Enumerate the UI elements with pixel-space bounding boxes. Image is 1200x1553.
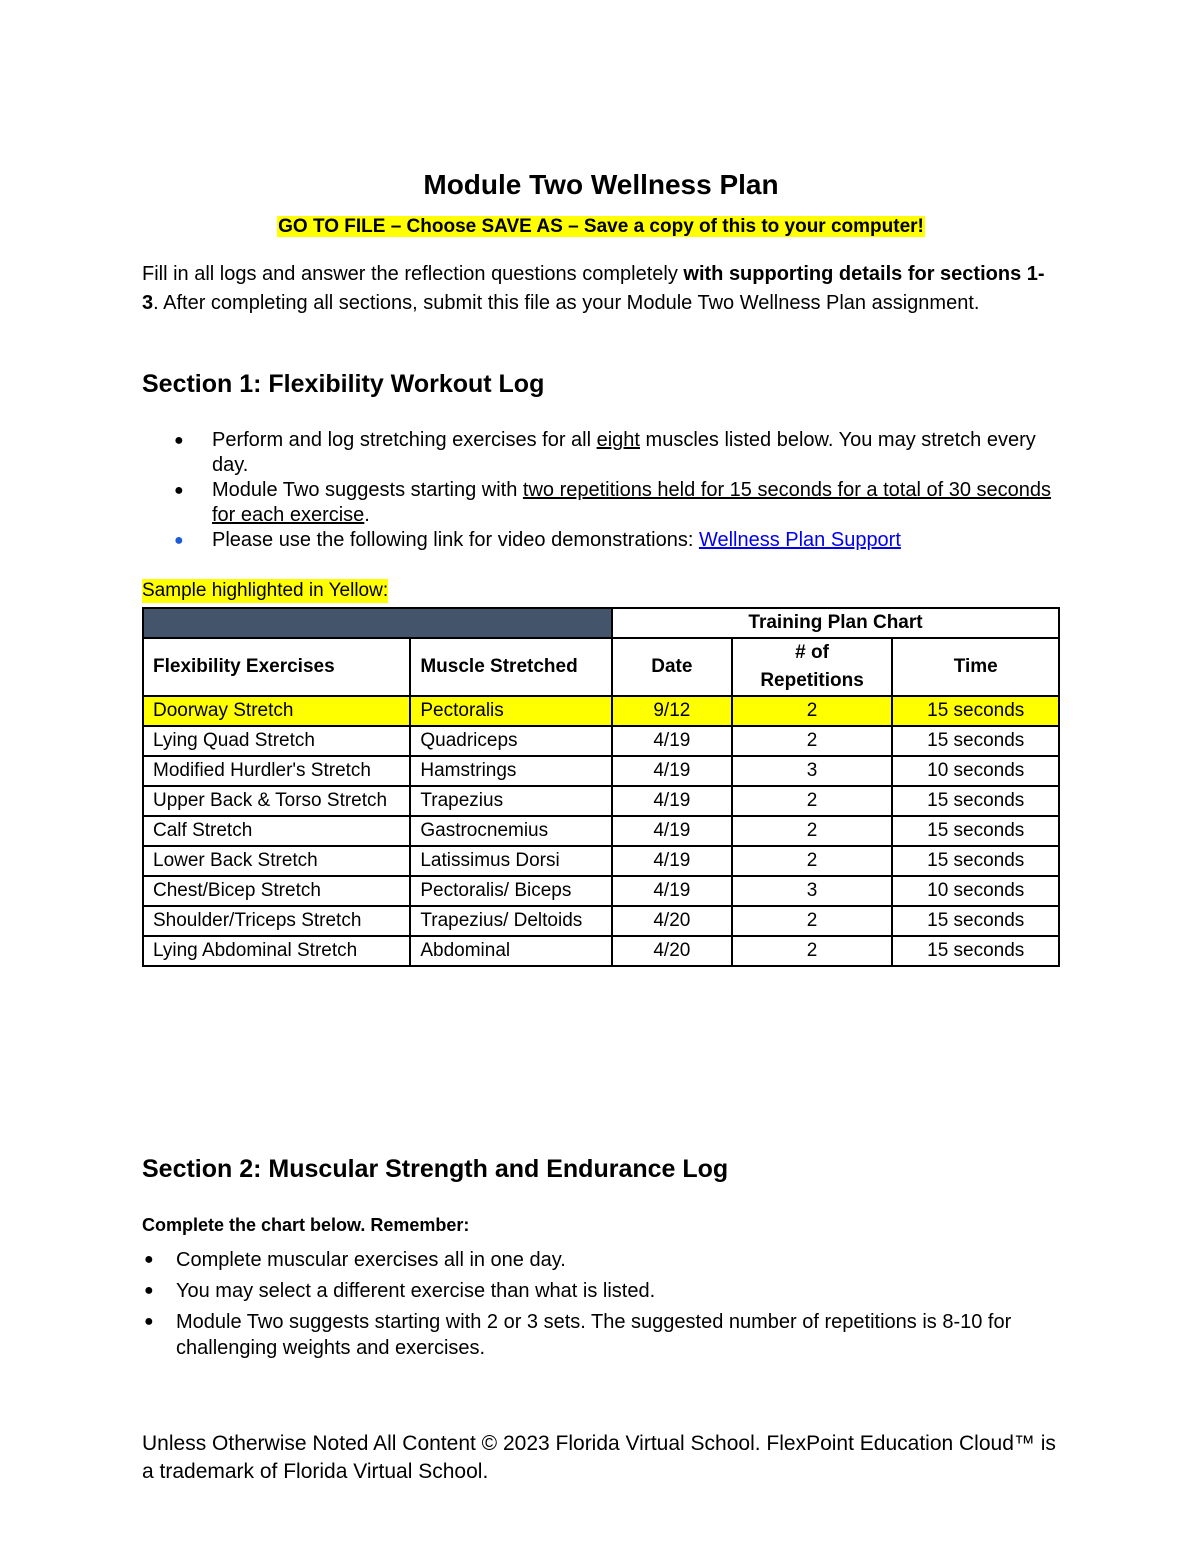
table-cell: Doorway Stretch (143, 696, 410, 726)
save-note-wrap (142, 214, 1060, 241)
section1-bullets (142, 428, 1060, 553)
dark-header-cell (143, 608, 612, 638)
table-body (143, 696, 1059, 966)
table-cell: Trapezius/ Deltoids (410, 906, 612, 936)
table-row (143, 696, 1059, 726)
table-cell: Lying Quad Stretch (143, 726, 410, 756)
column-header: Date (612, 638, 732, 696)
table-cell: 15 seconds (892, 906, 1059, 936)
save-note: GO TO FILE – Choose SAVE AS – Save a copy of this to your computer! (278, 216, 924, 237)
table-cell: 4/19 (612, 756, 732, 786)
table-cell: 3 (732, 876, 893, 906)
table-row (143, 816, 1059, 846)
table-cell: Abdominal (410, 936, 612, 966)
column-header: Muscle Stretched (410, 638, 612, 696)
list-item: ● Complete muscular exercises all in one day. (144, 1249, 566, 1271)
list-item: ● Module Two suggests starting with two repetitions held for 15 seconds for a total of 30 seconds for each exercise. (174, 479, 1052, 526)
table-cell: 4/20 (612, 936, 732, 966)
table-cell: Chest/Bicep Stretch (143, 876, 410, 906)
training-plan-table (142, 607, 1060, 967)
bullet-icon: ● (174, 532, 184, 549)
table-cell: Latissimus Dorsi (410, 846, 612, 876)
table-column-header-row (143, 638, 1059, 696)
table-cell: 4/19 (612, 816, 732, 846)
table-cell: 2 (732, 816, 893, 846)
table-cell: 15 seconds (892, 816, 1059, 846)
bullet-icon: ● (144, 1313, 154, 1330)
section2-subheading: Complete the chart below. Remember: (142, 1215, 470, 1235)
table-row (143, 936, 1059, 966)
bullet-icon: ● (174, 432, 184, 449)
table-cell: Lower Back Stretch (143, 846, 410, 876)
table-cell: 2 (732, 846, 893, 876)
table-cell: Upper Back & Torso Stretch (143, 786, 410, 816)
list-item: ● Module Two suggests starting with 2 or 3 sets. The suggested number of repetitions is 8-10 for challenging weights and exercises. (144, 1311, 1012, 1359)
training-plan-chart-header: Training Plan Chart (612, 608, 1059, 638)
table-cell: Quadriceps (410, 726, 612, 756)
bullet-icon: ● (174, 482, 184, 499)
bullet-icon: ● (144, 1282, 154, 1299)
table-group-header-row (143, 608, 1059, 638)
table-cell: 15 seconds (892, 846, 1059, 876)
table-cell: 4/20 (612, 906, 732, 936)
section2-bullets (142, 1247, 1060, 1366)
copyright-footer: Unless Otherwise Noted All Content © 2023 Florida Virtual School. FlexPoint Education Cloud™ is a trademark of Florida Virtual School. (142, 1432, 1056, 1483)
table-row (143, 846, 1059, 876)
table-cell: 2 (732, 696, 893, 726)
intro-part2: . After completing all sections, submit this file as your Module Two Wellness Plan assignment. (153, 292, 980, 314)
table-cell: 15 seconds (892, 936, 1059, 966)
intro-paragraph (142, 260, 1060, 318)
table-cell: 10 seconds (892, 876, 1059, 906)
table-cell: Pectoralis/ Biceps (410, 876, 612, 906)
section1-heading: Section 1: Flexibility Workout Log (142, 370, 545, 398)
table-cell: 2 (732, 726, 893, 756)
table-row (143, 906, 1059, 936)
table-cell: 4/19 (612, 726, 732, 756)
table-cell: Pectoralis (410, 696, 612, 726)
column-header: Time (892, 638, 1059, 696)
page-title: Module Two Wellness Plan (423, 169, 779, 200)
table-cell: 2 (732, 786, 893, 816)
table-cell: 9/12 (612, 696, 732, 726)
table-cell: Trapezius (410, 786, 612, 816)
table-row (143, 726, 1059, 756)
table-cell: 4/19 (612, 876, 732, 906)
table-cell: 2 (732, 936, 893, 966)
section2-heading: Section 2: Muscular Strength and Endurance Log (142, 1155, 729, 1183)
column-header: Flexibility Exercises (143, 638, 410, 696)
list-item: ● Perform and log stretching exercises for all eight muscles listed below. You may stretch every day. (174, 429, 1036, 476)
table-cell: 4/19 (612, 846, 732, 876)
sample-label: Sample highlighted in Yellow: (142, 580, 389, 601)
intro-bold: with supporting details for sections 1-3 (142, 263, 1045, 314)
table-cell: Shoulder/Triceps Stretch (143, 906, 410, 936)
wellness-plan-support-link[interactable]: Wellness Plan Support (698, 529, 901, 551)
table-cell: Modified Hurdler's Stretch (143, 756, 410, 786)
table-cell: Lying Abdominal Stretch (143, 936, 410, 966)
table-row (143, 876, 1059, 906)
table-row (143, 786, 1059, 816)
table-cell: Calf Stretch (143, 816, 410, 846)
table-cell: 15 seconds (892, 696, 1059, 726)
table-cell: 10 seconds (892, 756, 1059, 786)
table-cell: 15 seconds (892, 786, 1059, 816)
table-cell: 15 seconds (892, 726, 1059, 756)
table-cell: 4/19 (612, 786, 732, 816)
intro-part1: Fill in all logs and answer the reflection questions completely (142, 263, 684, 285)
list-item: ● Please use the following link for video demonstrations: Wellness Plan Support (174, 529, 901, 551)
table-cell: Gastrocnemius (410, 816, 612, 846)
column-header: # of Repetitions (732, 638, 893, 696)
list-item: ● You may select a different exercise than what is listed. (144, 1280, 656, 1302)
bullet-icon: ● (144, 1251, 154, 1268)
table-cell: 3 (732, 756, 893, 786)
table-row (143, 756, 1059, 786)
table-cell: Hamstrings (410, 756, 612, 786)
table-cell: 2 (732, 906, 893, 936)
